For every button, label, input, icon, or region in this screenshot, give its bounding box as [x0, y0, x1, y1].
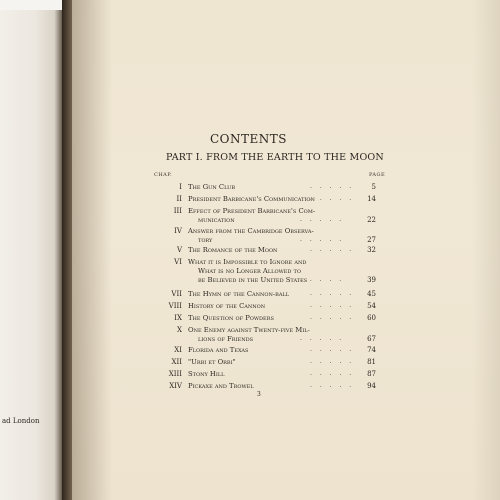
- chapter-title: [188, 382, 254, 391]
- contents-heading: CONTENTS: [210, 132, 288, 146]
- leader-dots: . . . . .: [300, 335, 345, 342]
- leader-dots: . . . . .: [310, 314, 355, 321]
- chapter-title-line: "Urbi et Orbi": [188, 358, 236, 366]
- chapter-title: [188, 370, 224, 379]
- page-reference: 81: [367, 358, 376, 366]
- page-reference: 54: [367, 302, 376, 310]
- chapter-title-line: Pickaxe and Trowel: [188, 382, 254, 390]
- chapter-number: XII: [171, 358, 182, 366]
- chapter-title-line: lions of Friends: [198, 335, 253, 343]
- leader-dots: . . . . .: [310, 346, 355, 353]
- chapter-title: [188, 358, 236, 367]
- chapter-number: I: [179, 183, 182, 191]
- chapter-title-line: One Enemy against Twenty-five Mil-: [188, 326, 310, 334]
- leader-dots: . . . . .: [300, 276, 345, 283]
- chapter-title-line: What it is Impossible to Ignore and: [188, 258, 307, 266]
- chapter-title-line: Effect of President Barbicane's Com-: [188, 207, 316, 215]
- chapter-title-line: The Hymn of the Cannon-ball: [188, 290, 290, 298]
- chapter-title-line: be Believed in the United States: [198, 276, 308, 284]
- leader-dots: . . . . .: [310, 370, 355, 377]
- part-title: PART I. FROM THE EARTH TO THE MOON: [166, 152, 384, 163]
- chapter-title: [188, 195, 315, 204]
- chapter-title-line: The Question of Powders: [188, 314, 274, 322]
- chapter-number: XIII: [168, 370, 182, 378]
- chapter-number: III: [173, 207, 182, 215]
- book-cover-board: [0, 10, 64, 500]
- leader-dots: . . . . .: [300, 236, 345, 243]
- chapter-number: VI: [174, 258, 182, 266]
- page-reference: 39: [367, 276, 376, 284]
- page-reference: 74: [367, 346, 376, 354]
- chapter-title: [188, 314, 274, 323]
- chapter-title-line: The Gun Club: [188, 183, 236, 191]
- page-reference: 45: [367, 290, 376, 298]
- page-reference: 27: [367, 236, 376, 244]
- page-reference: 60: [367, 314, 376, 322]
- chapter-title-line: The Romance of the Moon: [188, 246, 278, 254]
- chapter-title: [188, 346, 248, 355]
- page-reference: 22: [367, 216, 376, 224]
- chapter-number: V: [176, 246, 182, 254]
- page-reference: 32: [367, 246, 376, 254]
- chapter-title: [188, 246, 277, 255]
- chapter-title-line: Answer from the Cambridge Observa-: [188, 227, 314, 235]
- cover-imprint-text: ad London: [2, 417, 40, 425]
- page-reference: 87: [367, 370, 376, 378]
- leader-dots: . . . . .: [310, 183, 355, 190]
- chapter-title: [188, 183, 235, 192]
- leader-dots: . . . . .: [310, 195, 355, 202]
- chapter-title-line: Stony Hill: [188, 370, 225, 378]
- leader-dots: . . . . .: [310, 302, 355, 309]
- chapter-title-line: tory: [198, 236, 213, 244]
- chapter-number: VIII: [168, 302, 182, 310]
- chapter-number: VII: [171, 290, 182, 298]
- chapter-title: [188, 227, 314, 245]
- leader-dots: . . . . .: [310, 246, 355, 253]
- leader-dots: . . . . .: [310, 382, 355, 389]
- page-reference: 5: [371, 183, 376, 191]
- page-reference: 14: [367, 195, 376, 203]
- chapter-title: [188, 302, 265, 311]
- leader-dots: . . . . .: [310, 290, 355, 297]
- leader-dots: . . . . .: [310, 358, 355, 365]
- chapter-number: IX: [174, 314, 182, 322]
- chapter-title-line: President Barbicane's Communication: [188, 195, 315, 203]
- leader-dots: . . . . .: [300, 216, 345, 223]
- chapter-number: II: [176, 195, 182, 203]
- chapter-title-line: History of the Cannon: [188, 302, 266, 310]
- chapter-title: [188, 258, 307, 285]
- chapter-title-line: Florida and Texas: [188, 346, 249, 354]
- chapter-title: [188, 207, 315, 225]
- book-page: [72, 0, 500, 500]
- page-reference: 94: [367, 382, 376, 390]
- chapter-number: XIV: [169, 382, 182, 390]
- chapter-title-line: munication: [198, 216, 235, 224]
- chapter-number: XI: [174, 346, 182, 354]
- chap-column-header: CHAP.: [154, 172, 173, 178]
- page-column-header: PAGE: [369, 172, 386, 178]
- chapter-title-line: What is no Longer Allowed to: [198, 267, 301, 275]
- page-edge: [472, 0, 500, 500]
- gutter-shadow: [72, 0, 112, 500]
- chapter-title: [188, 326, 310, 344]
- chapter-number: IV: [174, 227, 182, 235]
- chapter-number: X: [177, 326, 182, 334]
- chapter-title: [188, 290, 289, 299]
- page-reference: 67: [367, 335, 376, 343]
- page-number: 3: [257, 391, 261, 398]
